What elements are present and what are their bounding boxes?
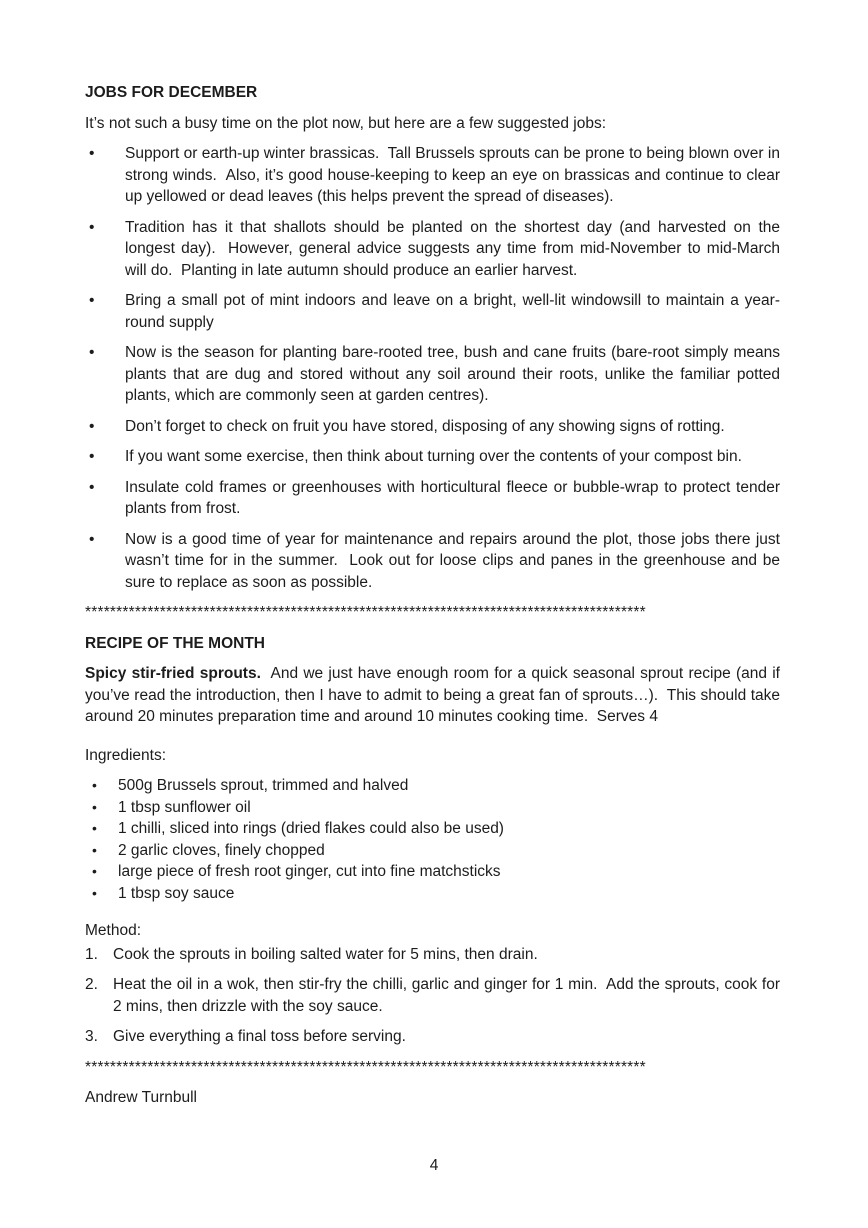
ingredient-item: • 1 tbsp sunflower oil bbox=[85, 797, 780, 819]
jobs-list-item: • Tradition has it that shallots should be planted on the shortest day (and harvested on the longest day). However, general advice suggests any time from mid-November to mid-March will do. Planting in late autumn should produce an earlier harvest. bbox=[85, 217, 780, 282]
jobs-list-item: • Now is the season for planting bare-rooted tree, bush and cane fruits (bare-root simply means plants that are dug and stored without any soil around their roots, unlike the familiar potted plants, which are commonly seen at garden centres). bbox=[85, 342, 780, 407]
method-number: 3. bbox=[85, 1028, 98, 1045]
jobs-heading: JOBS FOR DECEMBER bbox=[85, 84, 258, 101]
method-text: Cook the sprouts in boiling salted water for 5 mins, then drain. bbox=[113, 945, 538, 963]
ingredient-item: • large piece of fresh root ginger, cut into fine matchsticks bbox=[85, 861, 780, 883]
method-text: Give everything a final toss before serving. bbox=[113, 1028, 406, 1045]
method-number: 2. bbox=[85, 976, 98, 993]
recipe-intro-bold: Spicy stir-fried sprouts. bbox=[85, 665, 261, 682]
method-text: Heat the oil in a wok, then stir-fry the chilli, garlic and ginger for 1 min. Add the sprouts, cook for 2 mins, then drizzle with the soy sauce. bbox=[113, 976, 785, 1015]
ingredient-item: • 1 tbsp soy sauce bbox=[85, 883, 780, 905]
jobs-list-item: • Support or earth-up winter brassicas. Tall Brussels sprouts can be prone to being blown over in strong winds. Also, it’s good house-keeping to keep an eye on brassicas and continue to clear up yellowed or dead leaves (this helps prevent the spread of diseases). bbox=[85, 143, 780, 208]
recipe-heading: RECIPE OF THE MONTH bbox=[85, 634, 265, 652]
ingredients-label: Ingredients: bbox=[85, 746, 166, 764]
ingredient-item: • 2 garlic cloves, finely chopped bbox=[85, 840, 780, 862]
method-list bbox=[85, 944, 785, 1048]
recipe-intro bbox=[85, 663, 785, 728]
ingredient-item: • 1 chilli, sliced into rings (dried flakes could also be used) bbox=[85, 818, 780, 840]
method-number: 1. bbox=[85, 945, 98, 963]
jobs-list-item: • Now is a good time of year for maintenance and repairs around the plot, those jobs there just wasn’t time for in the summer. Look out for loose clips and panes in the greenhouse and be sure to replace as soon as possible. bbox=[85, 529, 780, 594]
method-label: Method: bbox=[85, 922, 142, 939]
asterisk-divider: ****************************************************************************************** bbox=[85, 604, 646, 621]
jobs-list-item: • Bring a small pot of mint indoors and leave on a bright, well-lit windowsill to maintain a year-round supply bbox=[85, 290, 780, 333]
method-item bbox=[85, 974, 785, 1017]
ingredient-item: • 500g Brussels sprout, trimmed and halved bbox=[85, 775, 780, 797]
jobs-list-item: • If you want some exercise, then think about turning over the contents of your compost bin. bbox=[85, 446, 780, 468]
jobs-list bbox=[85, 143, 785, 593]
ingredients-list bbox=[85, 775, 780, 904]
page-number: 4 bbox=[429, 1157, 439, 1174]
jobs-list-item: • Don’t forget to check on fruit you have stored, disposing of any showing signs of rotting. bbox=[85, 416, 780, 438]
asterisk-divider: ****************************************************************************************** bbox=[85, 1058, 646, 1076]
recipe-intro-text: And we just have enough room for a quick seasonal sprout recipe (and if you’ve read the introduction, then I have to admit to being a great fan of sprouts…). This should take around 20 minutes preparation time and around 10 minutes cooking time. Serves 4 bbox=[85, 665, 785, 725]
method-item bbox=[85, 944, 780, 966]
jobs-intro: It’s not such a busy time on the plot now, but here are a few suggested jobs: bbox=[85, 114, 607, 132]
author-name: Andrew Turnbull bbox=[85, 1089, 198, 1106]
method-item bbox=[85, 1026, 780, 1048]
jobs-list-item: • Insulate cold frames or greenhouses with horticultural fleece or bubble-wrap to protect tender plants from frost. bbox=[85, 477, 780, 520]
